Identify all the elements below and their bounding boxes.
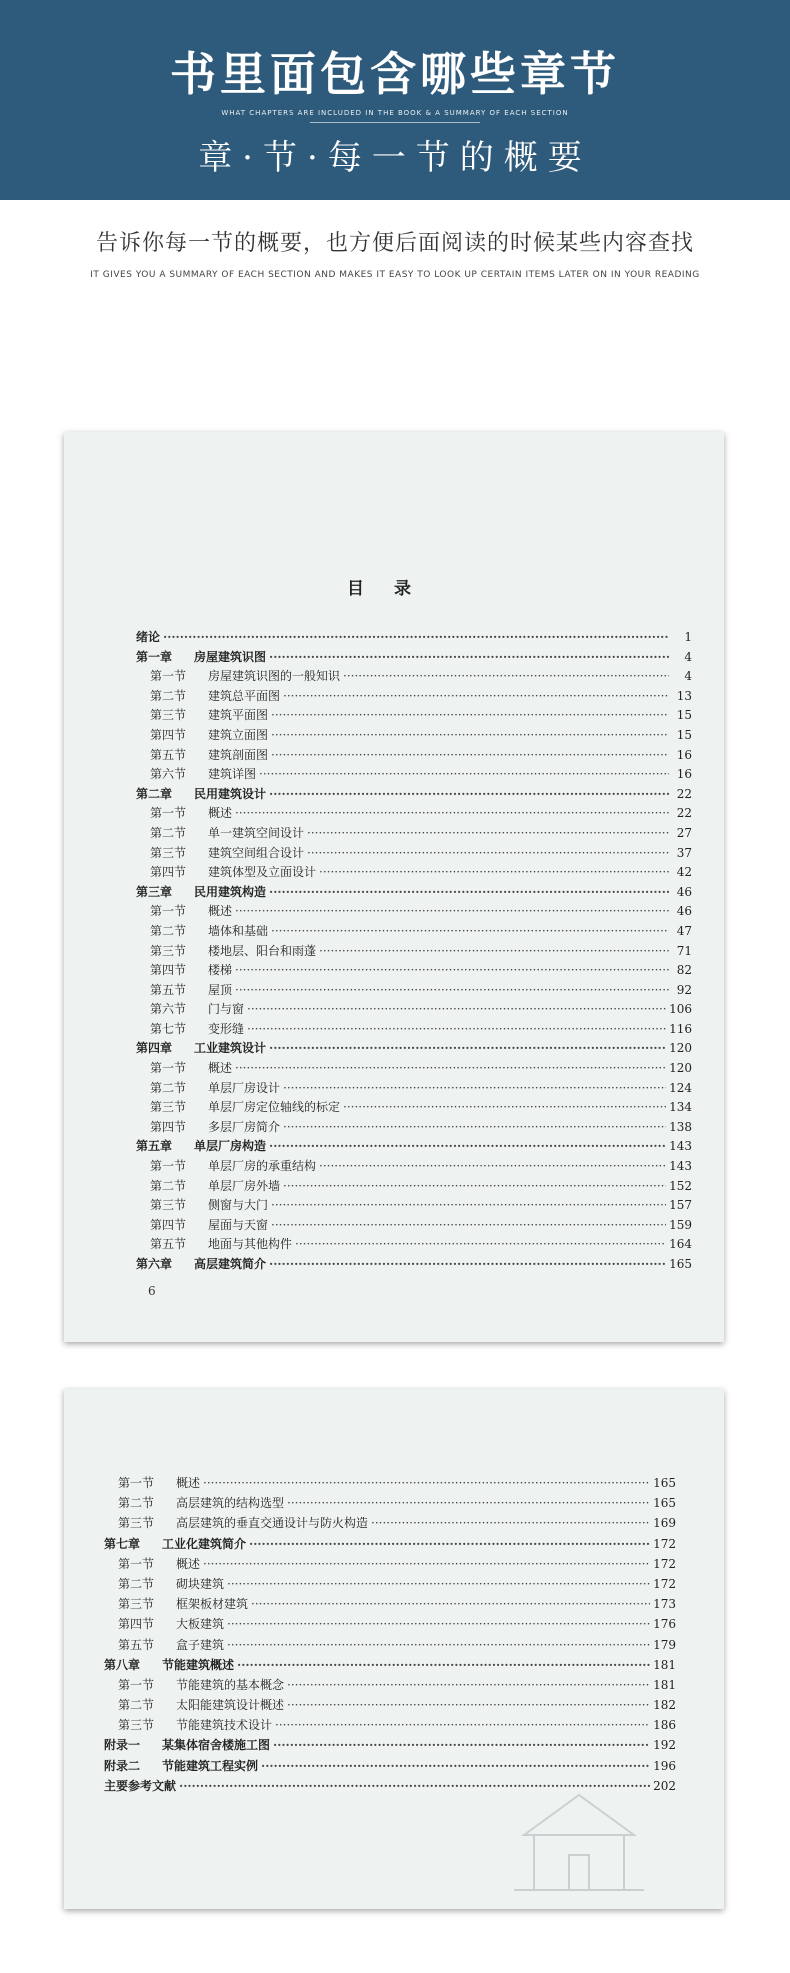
toc-chapter-row (104, 1655, 676, 1675)
toc-entry-title: 屋顶 (208, 982, 233, 997)
toc-entry-title: 某集体宿舍楼施工图 (162, 1738, 271, 1753)
toc-entry-title: 单层厂房的承重结构 (208, 1159, 317, 1174)
toc-entry-page: 1 (684, 630, 692, 644)
toc-section-row (136, 1118, 692, 1138)
toc-entry-number: 第六章 (136, 1257, 173, 1271)
dot-leader (295, 1235, 666, 1255)
toc-entry-title: 高层建筑简介 (194, 1257, 267, 1271)
toc-entry-title: 盒子建筑 (176, 1637, 225, 1652)
toc-entry-number: 第二章 (136, 786, 173, 801)
toc-section-row (136, 981, 692, 1001)
toc-entry-page: 46 (676, 884, 692, 899)
dot-leader (227, 1635, 650, 1655)
toc-section-row (136, 824, 692, 844)
toc-entry-title: 房屋建筑识图的一般知识 (208, 669, 341, 684)
dot-leader (271, 706, 669, 726)
toc-entry-page: 176 (653, 1617, 676, 1632)
toc-entry-page: 16 (676, 767, 692, 782)
dot-leader (319, 863, 669, 883)
toc-page-1 (64, 432, 724, 1342)
toc-entry-title: 单层厂房构造 (194, 1139, 267, 1154)
toc-entry-page: 143 (669, 1139, 692, 1154)
toc-entry-page: 15 (676, 727, 692, 742)
toc-entry-number: 第五节 (118, 1637, 155, 1652)
toc-entry-number: 第二节 (150, 825, 187, 840)
dot-leader (307, 844, 669, 864)
toc-chapter-row (136, 1137, 692, 1157)
dot-leader (273, 1735, 650, 1755)
toc-entry-page: 4 (684, 669, 692, 684)
toc-entry-page: 37 (676, 845, 692, 860)
toc-section-row (136, 746, 692, 766)
toc-section-row (136, 922, 692, 942)
dot-leader (203, 1554, 650, 1574)
dot-leader (283, 1079, 666, 1099)
dot-leader (271, 746, 669, 766)
dot-leader (259, 765, 669, 785)
dot-leader (249, 1534, 650, 1554)
toc-entry-number: 附录一 (104, 1738, 141, 1753)
toc-section-row (136, 1020, 692, 1040)
toc-section-row (136, 1000, 692, 1020)
toc-entry-title: 概述 (176, 1556, 201, 1571)
toc-section-row (136, 1079, 692, 1099)
toc-entry-title: 房屋建筑识图 (194, 649, 267, 664)
toc-entry-page: 143 (669, 1159, 692, 1174)
dot-leader (235, 1059, 666, 1079)
toc-entry-title: 绪论 (136, 630, 161, 644)
toc-entry-page: 134 (669, 1100, 692, 1115)
toc-entry-title: 单层厂房外墙 (208, 1178, 281, 1193)
toc-entry-number: 第三节 (118, 1718, 155, 1733)
toc-entry-page: 106 (669, 1002, 692, 1017)
toc-entry-number: 第二节 (150, 923, 187, 938)
toc-entry-number: 第一节 (118, 1556, 155, 1571)
dot-leader (203, 1473, 650, 1493)
banner-subtitle: 章·节·每一节的概要 (198, 138, 592, 178)
toc-section-row (104, 1554, 676, 1574)
toc-entry-number: 第二节 (150, 1178, 187, 1193)
toc-entry-title: 太阳能建筑设计概述 (176, 1698, 285, 1713)
toc-entry-number: 第五章 (136, 1139, 173, 1154)
toc-entry-page: 124 (669, 1080, 692, 1095)
toc-entry-title: 民用建筑构造 (194, 884, 267, 899)
toc-chapter-row (136, 1039, 692, 1059)
toc-entry-title: 概述 (208, 806, 233, 821)
toc-entry-page: 27 (676, 825, 692, 840)
dot-leader (163, 628, 669, 648)
toc-entry-title: 单层厂房设计 (208, 1080, 281, 1095)
dot-leader (269, 883, 669, 903)
toc-chapter-row (136, 1255, 692, 1275)
toc-entry-number: 第一节 (150, 806, 187, 821)
toc-entry-number: 第二节 (150, 688, 187, 703)
toc-entry-number: 第一节 (150, 1159, 187, 1174)
dot-leader (227, 1574, 650, 1594)
toc-entry-page: 71 (676, 943, 692, 958)
dot-leader (283, 1177, 666, 1197)
toc-entry-number: 第五节 (150, 982, 187, 997)
toc-entry-number: 第一章 (136, 649, 173, 664)
dot-leader (247, 1020, 666, 1040)
toc-chapter-row (136, 648, 692, 668)
toc-section-row (104, 1513, 676, 1533)
toc-entry-number: 第六节 (150, 767, 187, 782)
dot-leader (227, 1614, 650, 1634)
dot-leader (251, 1594, 650, 1614)
toc-chapter-row (136, 883, 692, 903)
toc-entry-number: 第五节 (150, 1237, 187, 1252)
toc-entry-number: 第三节 (150, 845, 187, 860)
toc-entry-number: 第二节 (118, 1698, 155, 1713)
dot-leader (269, 1039, 666, 1059)
toc-chapter-row (104, 1534, 676, 1554)
toc-entry-title: 楼梯 (208, 963, 233, 978)
toc-entry-title: 变形缝 (208, 1021, 245, 1036)
banner-title: 书里面包含哪些章节 (170, 47, 620, 101)
toc-entry-title: 楼地层、阳台和雨蓬 (208, 943, 317, 958)
toc-entry-title: 工业化建筑简介 (162, 1536, 247, 1551)
banner-divider (310, 122, 480, 123)
toc-section-row (104, 1574, 676, 1594)
toc-entry-title: 概述 (208, 904, 233, 919)
toc-entry-page: 82 (676, 963, 692, 978)
toc-section-row (136, 863, 692, 883)
toc-section-row (104, 1473, 676, 1493)
toc-entry-title: 框架板材建筑 (176, 1597, 249, 1612)
toc-entry-page: 120 (669, 1061, 692, 1076)
tagline-zh: 告诉你每一节的概要，也方便后面阅读的时候某些内容查找 (95, 231, 694, 256)
dot-leader (307, 824, 669, 844)
toc-entry-number: 第三节 (150, 943, 187, 958)
toc-entry-title: 多层厂房简介 (208, 1119, 281, 1134)
toc-entry-title: 屋面与天窗 (208, 1217, 269, 1232)
toc-entry-number: 第一节 (118, 1476, 155, 1490)
toc-entry-page: 164 (669, 1237, 692, 1252)
dot-leader (271, 726, 669, 746)
toc-entry-number: 第八章 (104, 1657, 141, 1672)
toc-section-row (136, 687, 692, 707)
dot-leader (371, 1513, 650, 1533)
toc-entry-title: 建筑立面图 (208, 727, 269, 742)
toc-entry-number: 第三节 (150, 1198, 187, 1213)
toc-entry-page: 138 (669, 1119, 692, 1134)
toc-entry-number: 第一节 (118, 1677, 155, 1692)
toc-entry-title: 建筑总平面图 (208, 688, 281, 703)
dot-leader (235, 804, 669, 824)
toc-entry-page: 172 (653, 1576, 676, 1591)
toc-section-row (104, 1695, 676, 1715)
dot-leader (235, 902, 669, 922)
toc-entry-title: 主要参考文献 (104, 1778, 177, 1793)
toc-section-row (104, 1675, 676, 1695)
toc-entry-number: 第二节 (150, 1080, 187, 1095)
dot-leader (287, 1675, 650, 1695)
toc-entry-title: 节能建筑概述 (162, 1657, 235, 1672)
toc-entry-page: 179 (653, 1637, 676, 1652)
dot-leader (269, 785, 669, 805)
dot-leader (247, 1000, 666, 1020)
toc-entry-number: 第三章 (136, 884, 173, 899)
toc-section-row (136, 706, 692, 726)
toc-entry-number: 第四节 (150, 1217, 187, 1232)
toc-entry-title: 墙体和基础 (208, 923, 269, 938)
toc-section-row (136, 1216, 692, 1236)
toc-entry-page: 22 (676, 786, 692, 801)
toc-section-row (136, 961, 692, 981)
toc-entry-page: 165 (653, 1496, 676, 1511)
toc-entry-page: 181 (653, 1677, 676, 1692)
toc-page-2 (64, 1389, 724, 1909)
dot-leader (269, 1137, 666, 1157)
toc-entry-number: 第二节 (118, 1496, 155, 1511)
toc-section-row (136, 844, 692, 864)
toc-entry-title: 民用建筑设计 (194, 786, 267, 801)
toc-entry-number: 第四节 (150, 727, 187, 742)
toc-entry-page: 116 (669, 1021, 692, 1036)
toc-entry-title: 节能建筑技术设计 (176, 1718, 273, 1733)
toc-section-row (136, 765, 692, 785)
toc-entry-page: 182 (653, 1698, 676, 1713)
toc-entry-page: 92 (676, 982, 692, 997)
tagline-en: IT GIVES YOU A SUMMARY OF EACH SECTION AND MAKES IT EASY TO LOOK UP CERTAIN ITEMS LATER ON IN YOUR READING (90, 270, 700, 280)
toc-entry-number: 第三节 (150, 1100, 187, 1115)
toc-entry-number: 第一节 (150, 669, 187, 684)
toc-entry-number: 第一节 (150, 1061, 187, 1076)
dot-leader (319, 1157, 666, 1177)
toc-entry-page: 4 (684, 649, 692, 664)
toc-entry-page: 196 (653, 1758, 676, 1773)
page-number: 6 (148, 1284, 156, 1298)
toc-entry-title: 侧窗与大门 (208, 1198, 269, 1213)
toc-entry-page: 159 (669, 1217, 692, 1232)
toc-section-row (104, 1635, 676, 1655)
toc-entry-page: 13 (676, 688, 692, 703)
toc-entry-number: 第四节 (150, 1119, 187, 1134)
toc-entry-page: 165 (653, 1476, 676, 1490)
toc-entry-title: 建筑剖面图 (208, 747, 269, 762)
toc-entry-number: 第七章 (104, 1536, 141, 1551)
toc-entry-title: 高层建筑的垂直交通设计与防火构造 (176, 1516, 369, 1531)
toc-entry-title: 单一建筑空间设计 (208, 825, 305, 840)
toc-entry-title: 概述 (176, 1476, 201, 1490)
toc-entry-number: 第六节 (150, 1002, 187, 1017)
toc-section-row (136, 1098, 692, 1118)
toc-section-row (136, 902, 692, 922)
toc-entry-number: 第四节 (150, 865, 187, 880)
toc-entry-number: 第七节 (150, 1021, 187, 1036)
dot-leader (343, 667, 669, 687)
toc-entry-page: 152 (669, 1178, 692, 1193)
toc-entry-page: 22 (676, 806, 692, 821)
toc-section-row (136, 1235, 692, 1255)
toc-section-row (136, 667, 692, 687)
dot-leader (235, 981, 669, 1001)
toc-section-row (104, 1715, 676, 1735)
toc-entry-title: 建筑空间组合设计 (208, 845, 305, 860)
toc-entry-title: 大板建筑 (176, 1617, 225, 1632)
toc-section-row (104, 1614, 676, 1634)
toc-entry-number: 第四节 (150, 963, 187, 978)
toc-entry-page: 16 (676, 747, 692, 762)
toc-entry-page: 15 (676, 708, 692, 723)
dot-leader (271, 1216, 666, 1236)
toc-section-row (136, 1157, 692, 1177)
toc-entry-page: 181 (653, 1657, 676, 1672)
toc-entry-page: 47 (676, 923, 692, 938)
building-sketch-watermark (504, 1785, 654, 1895)
dot-leader (271, 922, 669, 942)
toc-entry-number: 附录二 (104, 1758, 141, 1773)
dot-leader (269, 1255, 666, 1275)
toc-entry-title: 节能建筑工程实例 (162, 1758, 259, 1773)
toc-entry-number: 第三节 (118, 1597, 155, 1612)
toc-entry-title: 门与窗 (208, 1002, 245, 1017)
dot-leader (269, 648, 669, 668)
toc-chapter-row (104, 1756, 676, 1776)
toc-entry-title: 建筑详图 (208, 767, 257, 782)
dot-leader (283, 1118, 666, 1138)
toc-section-row (136, 1059, 692, 1079)
toc-entry-page: 42 (676, 865, 692, 880)
dot-leader (271, 1196, 666, 1216)
dot-leader (261, 1756, 650, 1776)
toc-chapter-row (136, 785, 692, 805)
toc-section-row (136, 1177, 692, 1197)
toc-entry-page: 202 (653, 1778, 676, 1793)
dot-leader (283, 687, 669, 707)
dot-leader (287, 1695, 650, 1715)
toc-entry-page: 165 (669, 1257, 692, 1271)
toc-entry-number: 第三节 (118, 1516, 155, 1531)
toc-entry-number: 第四章 (136, 1041, 173, 1056)
toc-entry-number: 第二节 (118, 1576, 155, 1591)
toc-entry-number: 第五节 (150, 747, 187, 762)
toc-entry-title: 节能建筑的基本概念 (176, 1677, 285, 1692)
toc-entry-title: 砌块建筑 (176, 1576, 225, 1591)
dot-leader (343, 1098, 666, 1118)
toc-entry-page: 46 (676, 904, 692, 919)
toc-section-row (136, 726, 692, 746)
toc-entry-title: 高层建筑的结构选型 (176, 1496, 285, 1511)
toc-chapter-row (104, 1735, 676, 1755)
dot-leader (275, 1715, 650, 1735)
toc-heading: 目录 (347, 579, 441, 599)
toc-list-2 (104, 1473, 676, 1796)
header-banner (0, 0, 790, 200)
toc-entry-page: 186 (653, 1718, 676, 1733)
toc-section-row (136, 942, 692, 962)
toc-entry-page: 157 (669, 1198, 692, 1213)
toc-entry-page: 169 (653, 1516, 676, 1531)
toc-entry-number: 第四节 (118, 1617, 155, 1632)
toc-entry-title: 地面与其他构件 (208, 1237, 293, 1252)
toc-entry-number: 第三节 (150, 708, 187, 723)
toc-entry-page: 172 (653, 1556, 676, 1571)
toc-entry-page: 120 (669, 1041, 692, 1056)
toc-entry-title: 建筑体型及立面设计 (208, 865, 317, 880)
toc-list-1 (136, 628, 692, 1275)
dot-leader (287, 1493, 650, 1513)
dot-leader (237, 1655, 650, 1675)
toc-entry-page: 173 (653, 1597, 676, 1612)
banner-subtitle-en: WHAT CHAPTERS ARE INCLUDED IN THE BOOK & A SUMMARY OF EACH SECTION (221, 109, 569, 117)
toc-entry-title: 工业建筑设计 (194, 1041, 267, 1056)
toc-entry-title: 建筑平面图 (208, 708, 269, 723)
toc-entry-page: 172 (653, 1536, 676, 1551)
toc-section-row (136, 1196, 692, 1216)
dot-leader (319, 942, 669, 962)
toc-section-row (104, 1594, 676, 1614)
toc-entry-number: 第一节 (150, 904, 187, 919)
toc-chapter-row (136, 628, 692, 648)
toc-entry-title: 单层厂房定位轴线的标定 (208, 1100, 341, 1115)
toc-entry-page: 192 (653, 1738, 676, 1753)
dot-leader (235, 961, 669, 981)
toc-section-row (104, 1493, 676, 1513)
toc-section-row (136, 804, 692, 824)
toc-entry-title: 概述 (208, 1061, 233, 1076)
